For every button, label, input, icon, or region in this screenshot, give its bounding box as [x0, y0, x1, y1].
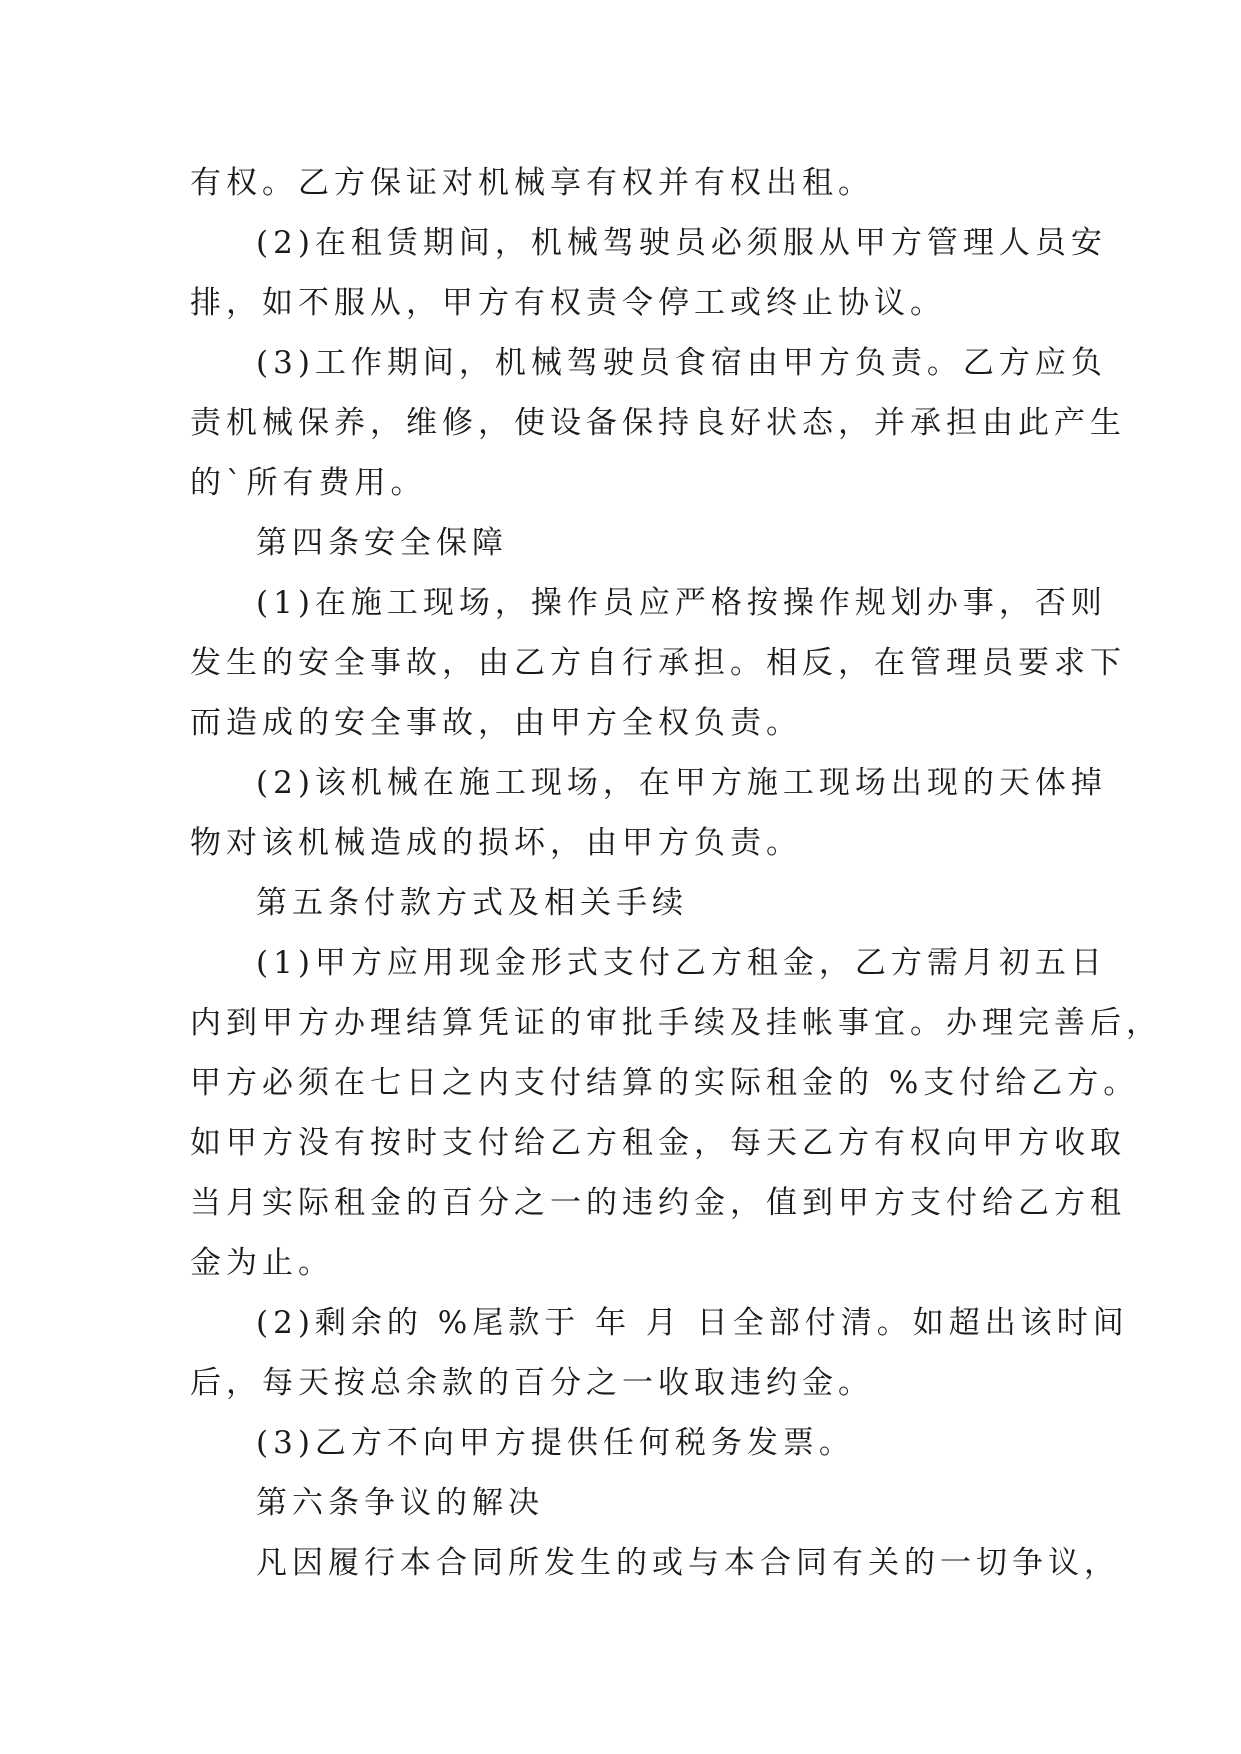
- text-line: (2)在租赁期间，机械驾驶员必须服从甲方管理人员安: [256, 225, 1107, 261]
- text-line: (1)甲方应用现金形式支付乙方租金，乙方需月初五日: [256, 945, 1107, 981]
- text-line: 的`所有费用。: [190, 465, 427, 501]
- text-line: (2)剩余的 %尾款于 年 月 日全部付清。如超出该时间: [256, 1305, 1129, 1341]
- text-line: (2)该机械在施工现场，在甲方施工现场出现的天体掉: [256, 765, 1107, 801]
- text-line: 物对该机械造成的损坏，由甲方负责。: [190, 825, 802, 861]
- text-line: 发生的安全事故，由乙方自行承担。相反，在管理员要求下: [190, 645, 1126, 681]
- text-line: 甲方必须在七日之内支付结算的实际租金的 %支付给乙方。: [190, 1065, 1140, 1101]
- text-line: 而造成的安全事故，由甲方全权负责。: [190, 705, 802, 741]
- section-heading: 第四条安全保障: [256, 525, 508, 561]
- section-heading: 第五条付款方式及相关手续: [256, 885, 688, 921]
- text-line: 当月实际租金的百分之一的违约金，值到甲方支付给乙方租: [190, 1185, 1126, 1221]
- text-line: 内到甲方办理结算凭证的审批手续及挂帐事宜。办理完善后，: [190, 1005, 1162, 1041]
- text-line: (3)乙方不向甲方提供任何税务发票。: [256, 1425, 855, 1461]
- text-line: 如甲方没有按时支付给乙方租金，每天乙方有权向甲方收取: [190, 1125, 1126, 1161]
- text-line: 后，每天按总余款的百分之一收取违约金。: [190, 1365, 874, 1401]
- section-heading: 第六条争议的解决: [256, 1485, 544, 1521]
- text-line: 有权。乙方保证对机械享有权并有权出租。: [190, 165, 874, 201]
- text-line: (1)在施工现场，操作员应严格按操作规划办事，否则: [256, 585, 1107, 621]
- text-line: 金为止。: [190, 1245, 334, 1281]
- text-line: 责机械保养，维修，使设备保持良好状态，并承担由此产生: [190, 405, 1126, 441]
- text-line: 排，如不服从，甲方有权责令停工或终止协议。: [190, 285, 946, 321]
- text-line: 凡因履行本合同所发生的或与本合同有关的一切争议，: [256, 1545, 1120, 1581]
- text-line: (3)工作期间，机械驾驶员食宿由甲方负责。乙方应负: [256, 345, 1107, 381]
